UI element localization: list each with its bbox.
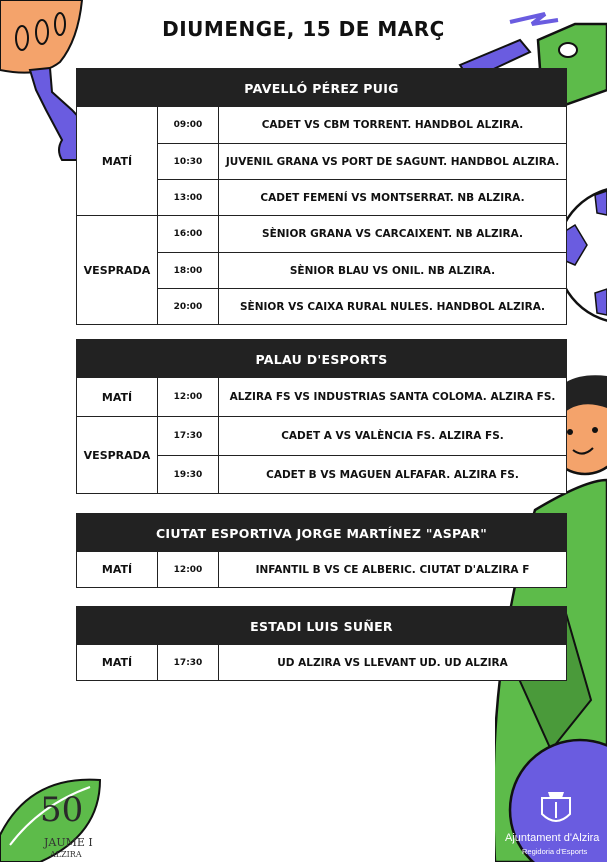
time-cell: 09:00 xyxy=(158,107,219,143)
schedule-row xyxy=(158,216,566,252)
schedule-row xyxy=(158,552,566,587)
ajuntament-name: Ajuntament d'Alzira xyxy=(505,832,600,844)
time-cell: 17:30 xyxy=(158,645,219,680)
match-cell: CADET VS CBM TORRENT. HANDBOL ALZIRA. xyxy=(261,119,524,131)
time-cell: 20:00 xyxy=(158,289,219,324)
match-cell: SÈNIOR BLAU VS ONIL. NB ALZIRA. xyxy=(289,264,496,277)
period-label: VESPRADA xyxy=(77,417,158,493)
time-cell: 18:00 xyxy=(158,253,219,288)
ajuntament-subtitle: Regidoria d'Esports xyxy=(522,847,588,856)
ajuntament-crest-icon xyxy=(538,790,574,828)
match-cell: ALZIRA FS VS INDUSTRIAS SANTA COLOMA. ALZIRA FS. xyxy=(229,391,556,403)
logo-line1: JAUME I xyxy=(44,836,93,849)
page-title: DIUMENGE, 15 DE MARÇ xyxy=(162,17,445,41)
time-cell: 12:00 xyxy=(158,552,219,587)
period-block xyxy=(77,552,566,587)
match-cell: INFANTIL B VS CE ALBERIC. CIUTAT D'ALZIRA F xyxy=(255,563,530,576)
schedule-row xyxy=(158,645,566,680)
time-cell: 13:00 xyxy=(158,180,219,215)
period-label: VESPRADA xyxy=(77,216,158,324)
venue-ciutat-esportiva xyxy=(76,513,567,588)
time-cell: 10:30 xyxy=(158,144,219,179)
period-block xyxy=(77,645,566,680)
period-label: MATÍ xyxy=(77,107,158,215)
match-cell: SÈNIOR GRANA VS CARCAIXENT. NB ALZIRA. xyxy=(262,228,523,240)
period-label: MATÍ xyxy=(77,378,158,416)
match-cell: CADET FEMENÍ VS MONTSERRAT. NB ALZIRA. xyxy=(260,191,525,204)
schedule-row xyxy=(158,378,566,416)
match-cell: UD ALZIRA VS LLEVANT UD. UD ALZIRA xyxy=(277,656,508,669)
schedule-row xyxy=(158,107,566,143)
venue-palau-esports xyxy=(76,339,567,494)
venue-title: ESTADI LUIS SUÑER xyxy=(77,607,566,645)
venue-title: PAVELLÓ PÉREZ PUIG xyxy=(77,69,566,107)
match-cell: CADET A VS VALÈNCIA FS. ALZIRA FS. xyxy=(281,430,504,442)
time-cell: 12:00 xyxy=(158,378,219,416)
match-cell: SÈNIOR VS CAIXA RURAL NULES. HANDBOL ALZIRA. xyxy=(239,300,546,313)
venue-pavello-perez-puig xyxy=(76,68,567,325)
schedule-row xyxy=(158,417,566,455)
time-cell: 17:30 xyxy=(158,417,219,455)
schedule-row xyxy=(158,179,566,215)
venue-title: PALAU D'ESPORTS xyxy=(77,340,566,378)
period-block xyxy=(77,107,566,215)
schedule-row xyxy=(158,288,566,324)
period-label: MATÍ xyxy=(77,552,158,587)
schedule-row xyxy=(158,455,566,493)
schedule-row xyxy=(158,143,566,179)
match-cell: JUVENIL GRANA VS PORT DE SAGUNT. HANDBOL ALZIRA. xyxy=(225,155,560,168)
time-cell: 16:00 xyxy=(158,216,219,252)
match-cell: CADET B VS MAGUEN ALFAFAR. ALZIRA FS. xyxy=(266,468,519,481)
period-block xyxy=(77,416,566,493)
period-block xyxy=(77,215,566,324)
period-block xyxy=(77,378,566,416)
time-cell: 19:30 xyxy=(158,456,219,493)
venue-estadi-luis-suner xyxy=(76,606,567,681)
period-label: MATÍ xyxy=(77,645,158,680)
schedule-row xyxy=(158,252,566,288)
logo-line2: ALZIRA xyxy=(50,850,82,859)
venue-title: CIUTAT ESPORTIVA JORGE MARTÍNEZ "ASPAR" xyxy=(77,514,566,552)
logo-number: 50 xyxy=(40,790,84,830)
